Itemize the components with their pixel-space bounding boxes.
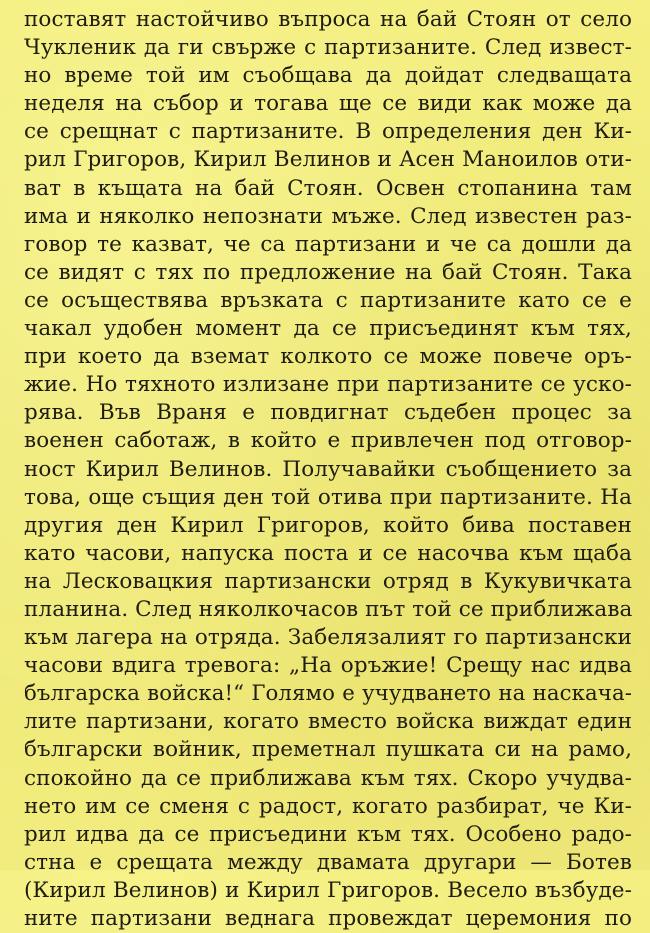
text-line: другия ден Кирил Григоров, който бива поставен (24, 512, 632, 538)
text-line: това, още същия ден той отива при партизаните. На (24, 484, 632, 510)
text-line: рява. Във Враня е повдигнат съдебен процес за (24, 400, 632, 426)
text-line: като часови, напуска поста и се насочва към щаба (24, 540, 632, 566)
text-line: лите партизани, когато вместо войска виждат един (24, 709, 632, 735)
text-line: има и няколко непознати мъже. След известен раз- (24, 203, 632, 229)
text-line: ват в къщата на бай Стоян. Освен стопанина там (24, 175, 632, 201)
text-line: но време той им съобщава да дойдат следващата (24, 63, 632, 89)
text-line: към лагера на отряда. Забелязалият го партизански (24, 625, 632, 651)
body-text (24, 6, 632, 933)
text-line: стна е срещата между двамата другари — Ботев (24, 849, 632, 875)
text-line: на Лесковацкия партизански отряд в Кукувичката (24, 568, 632, 594)
text-line: ност Кирил Велинов. Получавайки съобщението за (24, 456, 632, 482)
text-line: българска войска!“ Голямо е учудването на наскача- (24, 681, 632, 707)
text-line: при което да вземат колкото се може повече оръ- (24, 344, 632, 370)
text-line: чакал удобен момент да се присъединят към тях, (24, 316, 632, 342)
text-line: се срещнат с партизаните. В определения ден Ки- (24, 119, 632, 145)
text-line: планина. След няколкочасов път той се приближава (24, 596, 632, 622)
text-line: се видят с тях по предложение на бай Стоян. Така (24, 259, 632, 285)
text-line: жие. Но тяхното излизане при партизаните се уско- (24, 372, 632, 398)
text-line: Чукленик да ги свърже с партизаните. След извест- (24, 35, 632, 61)
text-line: военен саботаж, в който е привлечен под отговор- (24, 428, 632, 454)
text-line: нето им се сменя с радост, когато разбират, че Ки- (24, 793, 632, 819)
text-line: ните партизани веднага провеждат церемония по (24, 906, 632, 931)
text-line: рил Григоров, Кирил Велинов и Асен Маноилов оти- (24, 147, 632, 173)
text-line: неделя на събор и тогава ще се види как може да (24, 91, 632, 117)
text-line: се осъществява връзката с партизаните като се е (24, 287, 632, 313)
text-line: говор те казват, че са партизани и че са дошли да (24, 231, 632, 257)
text-line: спокойно да се приближава към тях. Скоро учудва- (24, 765, 632, 791)
text-line: поставят настойчиво въпроса на бай Стоян от село (24, 7, 632, 32)
text-line: часови вдига тревога: „На оръжие! Срещу нас идва (24, 653, 632, 679)
text-line: рил идва да се присъедини към тях. Особено радо- (24, 821, 632, 847)
text-line: (Кирил Велинов) и Кирил Григоров. Весело възбуде- (24, 877, 632, 903)
text-line: български войник, преметнал пушката си на рамо, (24, 737, 632, 763)
